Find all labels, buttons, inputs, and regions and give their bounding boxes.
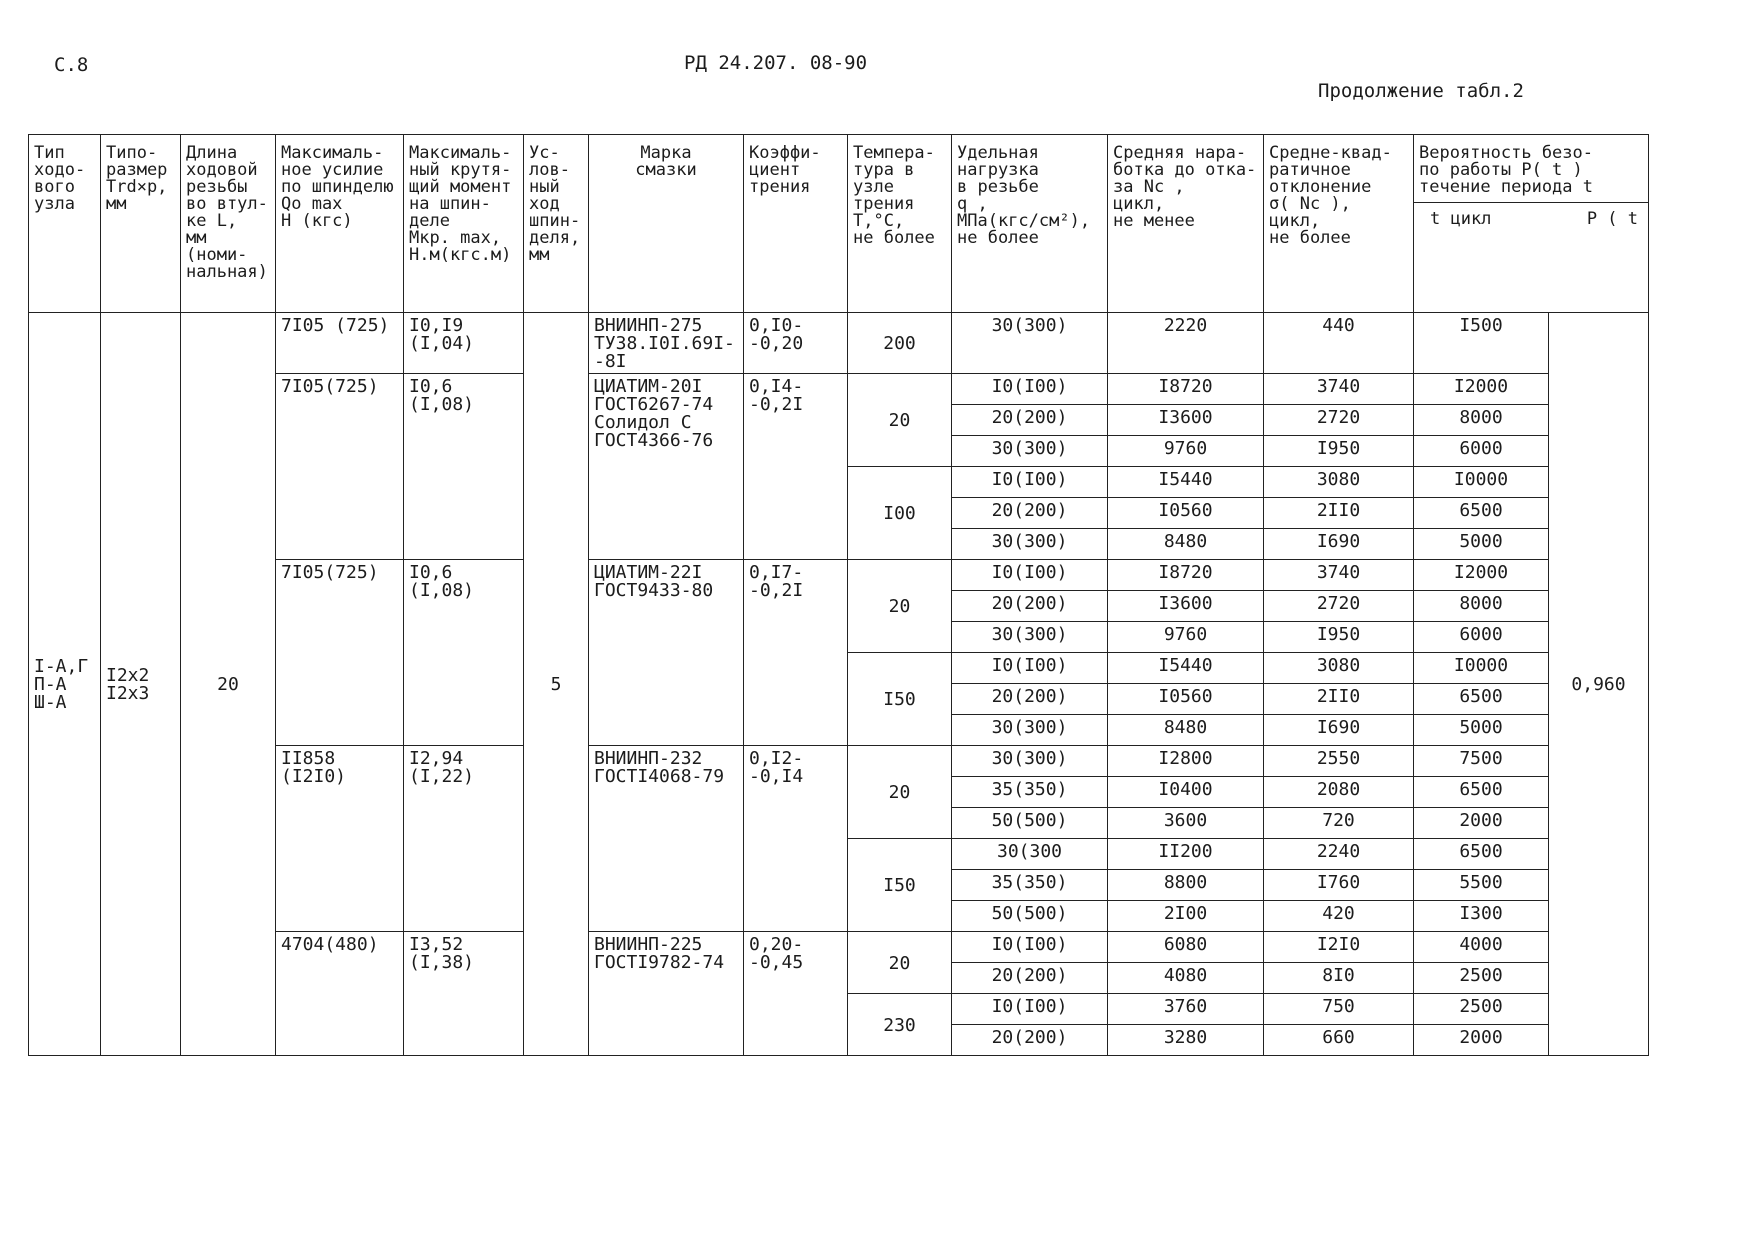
cell-mttf: 2220: [1108, 313, 1264, 374]
cell-mttf: 4080: [1108, 963, 1264, 994]
cell-prob-t: I2000: [1414, 560, 1549, 591]
cell-load: 30(300): [952, 715, 1108, 746]
cell-temperature: I00: [848, 467, 952, 560]
cell-prob-t: I300: [1414, 901, 1549, 932]
cell-mttf: I2800: [1108, 746, 1264, 777]
col-header-temperature: Темпера- тура в узле трения T,°C, не более: [848, 135, 952, 313]
cell-mttf: I3600: [1108, 591, 1264, 622]
reliability-table: [28, 134, 1649, 1056]
cell-prob-t: I0000: [1414, 467, 1549, 498]
cell-friction: 0,I2- -0,I4: [744, 746, 848, 932]
cell-mttf: I8720: [1108, 560, 1264, 591]
cell-force: 4704(480): [276, 932, 404, 1056]
cell-temperature: 200: [848, 313, 952, 374]
document-code: РД 24.207. 08-90: [684, 52, 868, 74]
cell-mttf: 3760: [1108, 994, 1264, 1025]
cell-prob-t: 6500: [1414, 777, 1549, 808]
cell-lubricant: ВНИИНП-225 ГОСТI9782-74: [589, 932, 744, 1056]
cell-prob-t: I500: [1414, 313, 1549, 374]
cell-std: 2720: [1264, 405, 1414, 436]
cell-load: 35(350): [952, 870, 1108, 901]
col-header-size: Типо- размер Trd×p, мм: [101, 135, 181, 313]
cell-std: 2240: [1264, 839, 1414, 870]
cell-force: 7I05(725): [276, 374, 404, 560]
cell-std: 3080: [1264, 653, 1414, 684]
cell-torque: I0,6 (I,08): [404, 374, 524, 560]
cell-std: 2II0: [1264, 684, 1414, 715]
cell-prob-t: 2000: [1414, 808, 1549, 839]
cell-friction: 0,I7- -0,2I: [744, 560, 848, 746]
cell-mttf: 8480: [1108, 529, 1264, 560]
cell-std: I950: [1264, 436, 1414, 467]
cell-mttf: I0560: [1108, 684, 1264, 715]
cell-temperature: 20: [848, 932, 952, 994]
cell-prob-t: 4000: [1414, 932, 1549, 963]
cell-std: 750: [1264, 994, 1414, 1025]
cell-load: I0(I00): [952, 560, 1108, 591]
cell-torque: I0,6 (I,08): [404, 560, 524, 746]
col-header-torque: Максималь- ный крутя- щий момент на шпин- деле Мкр. max, Н.м(кгс.м): [404, 135, 524, 313]
cell-prob-t: 6500: [1414, 498, 1549, 529]
table-row: [29, 313, 1649, 374]
cell-load: 20(200): [952, 591, 1108, 622]
cell-mttf: 9760: [1108, 436, 1264, 467]
cell-std: 660: [1264, 1025, 1414, 1056]
cell-mttf: I8720: [1108, 374, 1264, 405]
cell-lubricant: ЦИАТИМ-22I ГОСТ9433-80: [589, 560, 744, 746]
cell-mttf: I0400: [1108, 777, 1264, 808]
cell-force: 7I05(725): [276, 560, 404, 746]
cell-temperature: 20: [848, 374, 952, 467]
cell-load: 35(350): [952, 777, 1108, 808]
col-header-probability: [1414, 135, 1649, 313]
cell-friction: 0,I4- -0,2I: [744, 374, 848, 560]
col-header-lubricant: Марка смазки: [589, 135, 744, 313]
cell-std: 2080: [1264, 777, 1414, 808]
cell-prob-t: 7500: [1414, 746, 1549, 777]
cell-probability: 0,960: [1549, 313, 1649, 1056]
cell-mttf: I5440: [1108, 653, 1264, 684]
cell-load: 20(200): [952, 684, 1108, 715]
cell-mttf: 3280: [1108, 1025, 1264, 1056]
cell-std: 2720: [1264, 591, 1414, 622]
cell-mttf: 3600: [1108, 808, 1264, 839]
cell-temperature: 230: [848, 994, 952, 1056]
prob-t-label: t цикл: [1430, 209, 1492, 229]
col-header-load: Удельная нагрузка в резьбе q , МПа(кгс/см²), не более: [952, 135, 1108, 313]
cell-prob-t: I2000: [1414, 374, 1549, 405]
cell-temperature: I50: [848, 653, 952, 746]
probability-subheader: [1414, 202, 1648, 228]
cell-prob-t: 6000: [1414, 622, 1549, 653]
cell-mttf: II200: [1108, 839, 1264, 870]
cell-mttf: 2I00: [1108, 901, 1264, 932]
cell-lubricant: ВНИИНП-232 ГОСТI4068-79: [589, 746, 744, 932]
cell-stroke: 5: [524, 313, 589, 1056]
cell-load: 50(500): [952, 808, 1108, 839]
cell-torque: I2,94 (I,22): [404, 746, 524, 932]
cell-load: 30(300): [952, 436, 1108, 467]
cell-load: 30(300): [952, 746, 1108, 777]
cell-mttf: 6080: [1108, 932, 1264, 963]
cell-load: I0(I00): [952, 653, 1108, 684]
cell-load: 20(200): [952, 498, 1108, 529]
cell-load: 30(300): [952, 313, 1108, 374]
cell-type: I-А,Г П-А Ш-А: [29, 313, 101, 1056]
cell-load: I0(I00): [952, 994, 1108, 1025]
cell-load: 50(500): [952, 901, 1108, 932]
cell-force: 7I05 (725): [276, 313, 404, 374]
cell-friction: 0,I0- -0,20: [744, 313, 848, 374]
cell-prob-t: 2500: [1414, 994, 1549, 1025]
col-header-std: Средне-квад- ратичное отклонение σ( Nc ), цикл, не более: [1264, 135, 1414, 313]
cell-temperature: 20: [848, 560, 952, 653]
cell-std: I690: [1264, 529, 1414, 560]
cell-lubricant: ЦИАТИМ-20I ГОСТ6267-74 Солидол С ГОСТ4366-76: [589, 374, 744, 560]
col-header-force: Максималь- ное усилие по шпинделю Qo max Н (кгс): [276, 135, 404, 313]
table-continuation-label: Продолжение табл.2: [1318, 80, 1524, 102]
cell-length: 20: [181, 313, 276, 1056]
cell-mttf: 8480: [1108, 715, 1264, 746]
cell-lubricant: ВНИИНП-275 ТУ38.I0I.69I- -8I: [589, 313, 744, 374]
cell-prob-t: 5500: [1414, 870, 1549, 901]
cell-std: 2550: [1264, 746, 1414, 777]
cell-temperature: I50: [848, 839, 952, 932]
table-header-row: [29, 135, 1649, 313]
cell-prob-t: 6000: [1414, 436, 1549, 467]
cell-load: 20(200): [952, 405, 1108, 436]
cell-temperature: 20: [848, 746, 952, 839]
cell-mttf: I0560: [1108, 498, 1264, 529]
cell-prob-t: 5000: [1414, 529, 1549, 560]
cell-torque: I3,52 (I,38): [404, 932, 524, 1056]
cell-load: 30(300: [952, 839, 1108, 870]
cell-prob-t: I0000: [1414, 653, 1549, 684]
cell-std: 8I0: [1264, 963, 1414, 994]
cell-std: 2II0: [1264, 498, 1414, 529]
cell-size: I2x2 I2x3: [101, 313, 181, 1056]
cell-force: II858 (I2I0): [276, 746, 404, 932]
cell-mttf: 8800: [1108, 870, 1264, 901]
cell-load: I0(I00): [952, 467, 1108, 498]
cell-std: 720: [1264, 808, 1414, 839]
col-header-stroke: Ус- лов- ный ход шпин- деля, мм: [524, 135, 589, 313]
cell-prob-t: 8000: [1414, 405, 1549, 436]
cell-std: I950: [1264, 622, 1414, 653]
cell-std: I690: [1264, 715, 1414, 746]
cell-std: 3740: [1264, 374, 1414, 405]
cell-load: 30(300): [952, 529, 1108, 560]
cell-friction: 0,20- -0,45: [744, 932, 848, 1056]
cell-std: I2I0: [1264, 932, 1414, 963]
cell-prob-t: 6500: [1414, 684, 1549, 715]
cell-torque: I0,I9 (I,04): [404, 313, 524, 374]
cell-std: 3080: [1264, 467, 1414, 498]
cell-prob-t: 8000: [1414, 591, 1549, 622]
col-header-type: Тип ходо- вого узла: [29, 135, 101, 313]
cell-load: 30(300): [952, 622, 1108, 653]
cell-prob-t: 2000: [1414, 1025, 1549, 1056]
cell-load: I0(I00): [952, 932, 1108, 963]
page-number: С.8: [54, 54, 89, 76]
cell-load: 20(200): [952, 963, 1108, 994]
cell-load: I0(I00): [952, 374, 1108, 405]
probability-header-text: Вероятность безо- по работы P( t ) течение периода t: [1419, 143, 1593, 197]
cell-mttf: 9760: [1108, 622, 1264, 653]
cell-prob-t: 6500: [1414, 839, 1549, 870]
cell-std: 420: [1264, 901, 1414, 932]
cell-std: 440: [1264, 313, 1414, 374]
cell-mttf: I5440: [1108, 467, 1264, 498]
cell-load: 20(200): [952, 1025, 1108, 1056]
col-header-friction: Коэффи- циент трения: [744, 135, 848, 313]
cell-mttf: I3600: [1108, 405, 1264, 436]
cell-std: I760: [1264, 870, 1414, 901]
prob-p-label: P ( t: [1586, 209, 1638, 229]
cell-prob-t: 2500: [1414, 963, 1549, 994]
col-header-mttf: Средняя нара- ботка до отка- за Nc , цикл, не менее: [1108, 135, 1264, 313]
col-header-length: Длина ходовой резьбы во втул- ке L, мм (номи- нальная): [181, 135, 276, 313]
cell-prob-t: 5000: [1414, 715, 1549, 746]
cell-std: 3740: [1264, 560, 1414, 591]
